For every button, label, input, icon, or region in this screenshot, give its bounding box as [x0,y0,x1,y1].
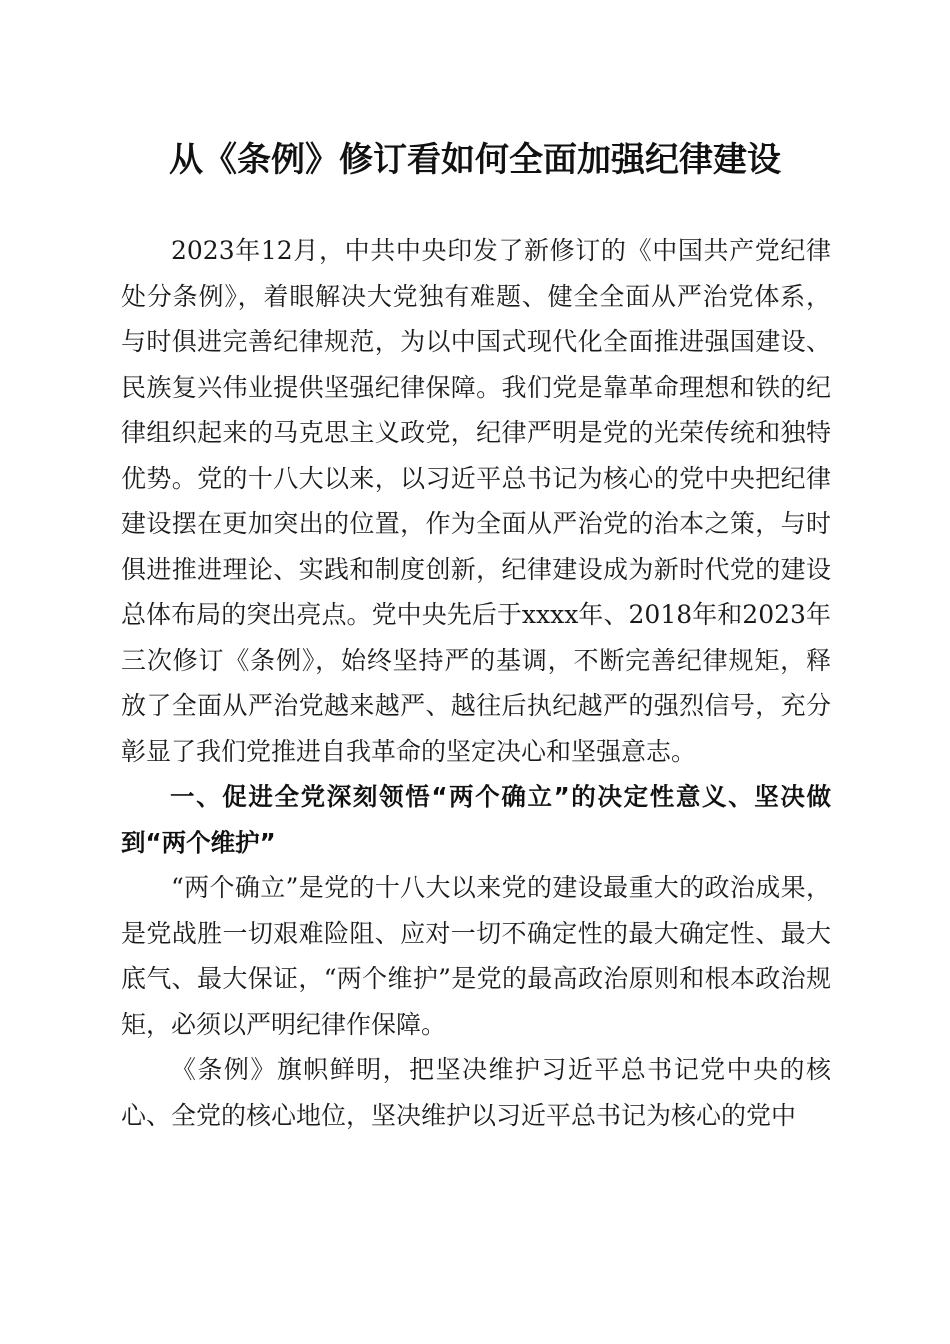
section-1-heading: 一、促进全党深刻领悟“两个确立”的决定性意义、坚决做到“两个维护” [121,782,831,857]
intro-paragraph: 2023年12月，中共中央印发了新修订的《中国共产党纪律处分条例》，着眼解决大党独有难题、健全全面从严治党体系，与时俱进完善纪律规范，为以中国式现代化全面推进强国建设、民族复兴伟业提供坚强纪律保障。我们党是靠革命理想和铁的纪律组织起来的马克思主义政党，纪律严明是党的光荣传统和独特优势。党的十八大以来，以习近平总书记为核心的党中央把纪律建设摆在更加突出的位置，作为全面从严治党的治本之策，与时俱进推进理论、实践和制度创新，纪律建设成为新时代党的建设总体布局的突出亮点。党中央先后于xxxx年、2018年和2023年三次修订《条例》，始终坚持严的基调，不断完善纪律规矩，释放了全面从严治党越来越严、越往后执纪越严的强烈信号，充分彰显了我们党推进自我革命的坚定决心和坚强意志。 [121,236,831,766]
document-body [121,228,831,1138]
section-1-paragraph: 《条例》旗帜鲜明，把坚决维护习近平总书记党中央的核心、全党的核心地位，坚决维护以习近平总书记为核心的党中 [121,1055,831,1130]
document-title: 从《条例》修订看如何全面加强纪律建设 [169,140,781,180]
section-1-paragraph: “两个确立”是党的十八大以来党的建设最重大的政治成果，是党战胜一切艰难险阻、应对一切不确定性的最大确定性、最大底气、最大保证，“两个维护”是党的最高政治原则和根本政治规矩，必须以严明纪律作保障。 [121,873,831,1039]
